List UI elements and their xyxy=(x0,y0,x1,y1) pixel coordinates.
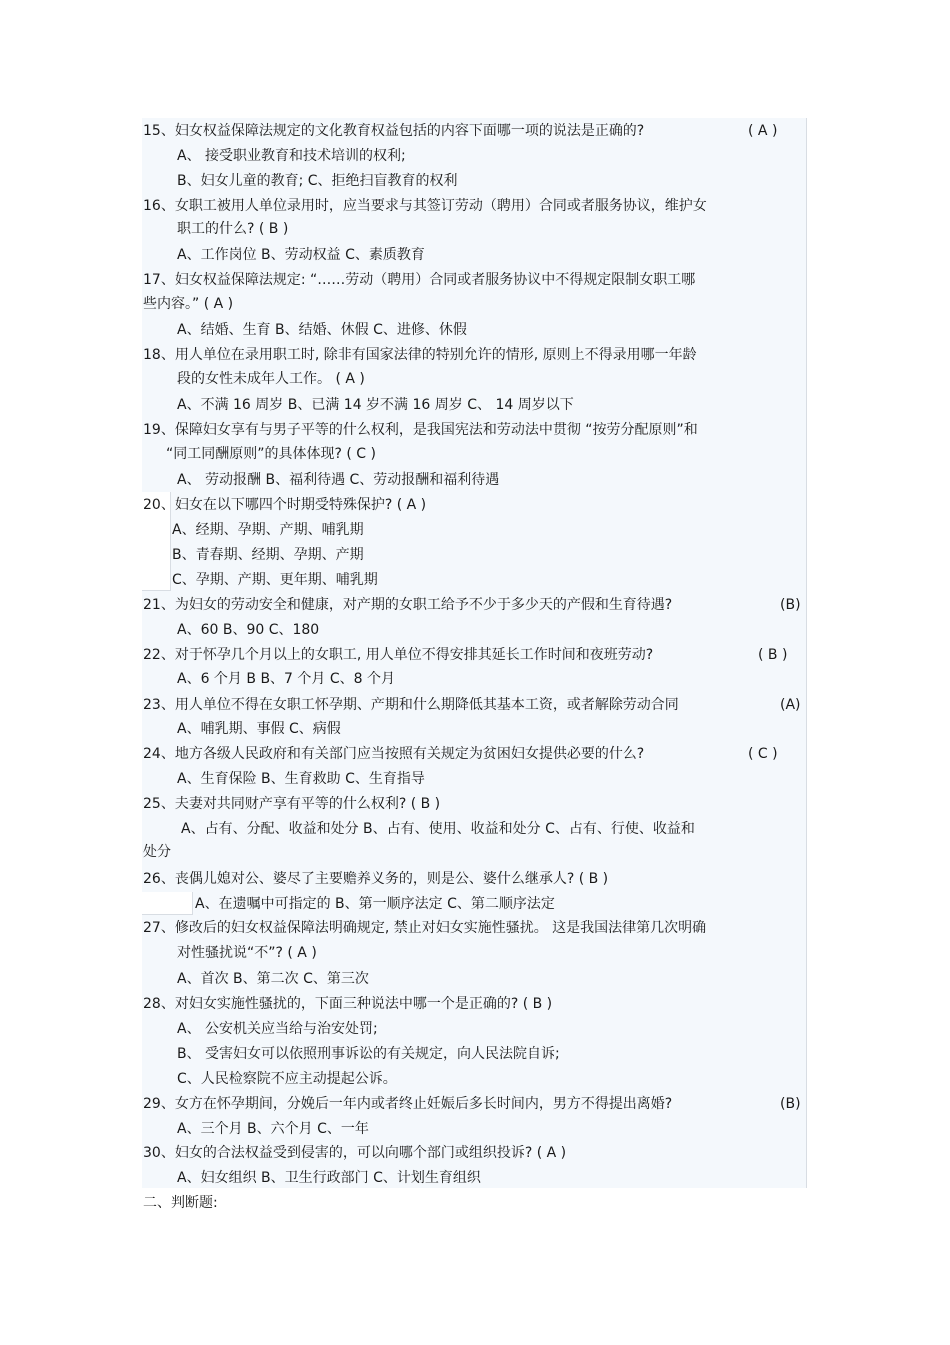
option-line: A、三个月 B、六个月 C、一年 xyxy=(177,1121,369,1137)
option-line-cont: 处分 xyxy=(143,844,171,860)
question-16: 16、女职工被用人单位录用时，应当要求与其签订劳动（聘用）合同或者服务协议，维护女 xyxy=(143,198,707,214)
question-30: 30、妇女的合法权益受到侵害的，可以向哪个部门或组织投诉? ( A ) xyxy=(143,1145,567,1161)
question-18: 18、用人单位在录用职工时, 除非有国家法律的特别允许的情形, 原则上不得录用哪一年龄 xyxy=(143,347,697,363)
answer-22: ( B ) xyxy=(758,647,788,663)
option-line: A、不满 16 周岁 B、已满 14 岁不满 16 周岁 C、 14 周岁以下 xyxy=(177,397,574,413)
option-line: A、哺乳期、事假 C、病假 xyxy=(177,721,341,737)
question-23: 23、用人单位不得在女职工怀孕期、产期和什么期降低其基本工资，或者解除劳动合同 xyxy=(143,697,679,713)
option-line: A、在遗嘱中可指定的 B、第一顺序法定 C、第二顺序法定 xyxy=(195,896,555,912)
option-line: A、首次 B、第二次 C、第三次 xyxy=(177,971,369,987)
answer-15: ( A ) xyxy=(748,123,778,139)
answer-23: (A) xyxy=(780,697,801,713)
option-line: A、 劳动报酬 B、福利待遇 C、劳动报酬和福利待遇 xyxy=(177,472,500,488)
option-line: A、 接受职业教育和技术培训的权利; xyxy=(177,148,406,164)
question-24: 24、地方各级人民政府和有关部门应当按照有关规定为贫困妇女提供必要的什么? xyxy=(143,746,645,762)
question-20: 20、妇女在以下哪四个时期受特殊保护? ( A ) xyxy=(143,497,427,513)
section-title: 二、判断题: xyxy=(143,1195,218,1211)
question-29: 29、女方在怀孕期间，分娩后一年内或者终止妊娠后多长时间内，男方不得提出离婚? xyxy=(143,1096,673,1112)
option-line: C、孕期、产期、更年期、哺乳期 xyxy=(172,572,378,588)
option-line: A、结婚、生育 B、结婚、休假 C、进修、休假 xyxy=(177,322,467,338)
question-16-cont: 职工的什么? ( B ) xyxy=(177,221,289,237)
question-17: 17、妇女权益保障法规定: “……劳动（聘用）合同或者服务协议中不得规定限制女职工哪 xyxy=(143,272,696,288)
question-21: 21、为妇女的劳动安全和健康，对产期的女职工给予不少于多少天的产假和生育待遇? xyxy=(143,597,673,613)
answer-21: (B) xyxy=(780,597,801,613)
option-line: C、人民检察院不应主动提起公诉。 xyxy=(177,1071,397,1087)
question-15: 15、妇女权益保障法规定的文化教育权益包括的内容下面哪一项的说法是正确的? xyxy=(143,123,645,139)
option-line: A、生育保险 B、生育救助 C、生育指导 xyxy=(177,771,425,787)
question-28: 28、对妇女实施性骚扰的，下面三种说法中哪一个是正确的? ( B ) xyxy=(143,996,553,1012)
question-27: 27、修改后的妇女权益保障法明确规定, 禁止对妇女实施性骚扰。 这是我国法律第几次明确 xyxy=(143,920,707,936)
gap-block xyxy=(142,892,193,915)
option-line: B、 受害妇女可以依照刑事诉讼的有关规定，向人民法院自诉; xyxy=(177,1046,560,1062)
question-26: 26、丧偶儿媳对公、婆尽了主要赡养义务的，则是公、婆什么继承人? ( B ) xyxy=(143,871,609,887)
question-22: 22、对于怀孕几个月以上的女职工, 用人单位不得安排其延长工作时间和夜班劳动? xyxy=(143,647,654,663)
question-25: 25、夫妻对共同财产享有平等的什么权利? ( B ) xyxy=(143,796,441,812)
option-line: A、经期、孕期、产期、哺乳期 xyxy=(172,522,364,538)
option-line: A、 公安机关应当给与治安处罚; xyxy=(177,1021,378,1037)
option-line: A、占有、分配、收益和处分 B、占有、使用、收益和处分 C、占有、行使、收益和 xyxy=(181,821,695,837)
question-19-cont: “同工同酬原则”的具体体现? ( C ) xyxy=(166,446,376,462)
option-line: B、青春期、经期、孕期、产期 xyxy=(172,547,364,563)
option-line: A、工作岗位 B、劳动权益 C、素质教育 xyxy=(177,247,425,263)
answer-29: (B) xyxy=(780,1096,801,1112)
answer-24: ( C ) xyxy=(748,746,778,762)
question-19: 19、保障妇女享有与男子平等的什么权利，是我国宪法和劳动法中贯彻 “按劳分配原则”和 xyxy=(143,422,698,438)
question-18-cont: 段的女性未成年人工作。 ( A ) xyxy=(177,371,365,387)
option-line: A、妇女组织 B、卫生行政部门 C、计划生育组织 xyxy=(177,1170,481,1186)
option-line: A、60 B、90 C、180 xyxy=(177,622,320,638)
question-17-cont: 些内容。” ( A ) xyxy=(143,296,234,312)
option-line: B、妇女儿童的教育; C、拒绝扫盲教育的权利 xyxy=(177,173,458,189)
option-line: A、6 个月 B B、7 个月 C、8 个月 xyxy=(177,671,395,687)
question-27-cont: 对性骚扰说“不”? ( A ) xyxy=(177,945,317,961)
